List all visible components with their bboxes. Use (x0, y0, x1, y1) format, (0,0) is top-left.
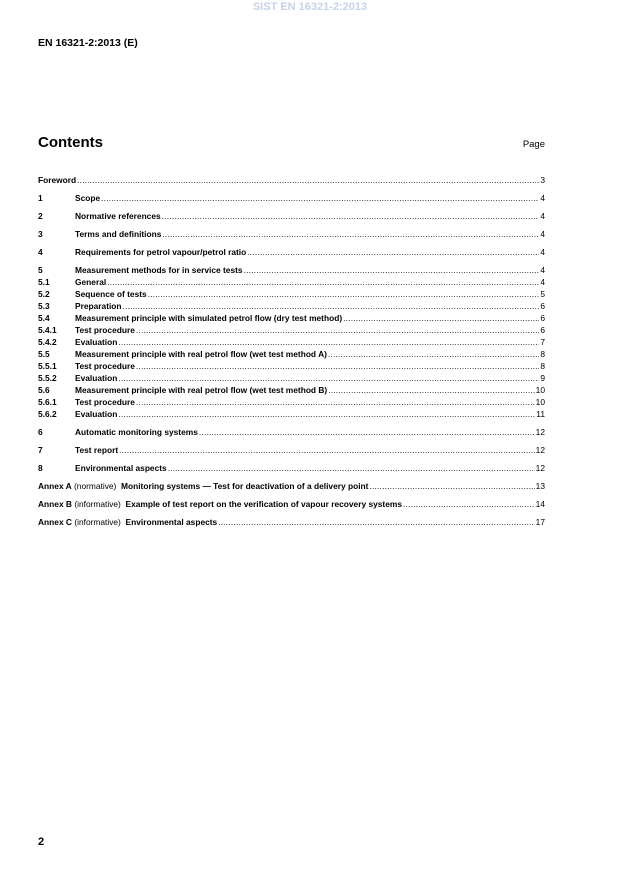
toc-entry-title: Test procedure (75, 325, 135, 335)
toc-entry-title: Automatic monitoring systems (75, 427, 198, 437)
dot-leader (162, 210, 540, 222)
toc-entry-title: Measurement principle with simulated petrol flow (dry test method) (75, 313, 343, 323)
dot-leader (343, 312, 539, 324)
annex-title: Environmental aspects (125, 517, 218, 527)
dot-leader (328, 384, 534, 396)
toc-entry-title: Test procedure (75, 361, 135, 371)
toc-entry-number: 5.2 (38, 289, 50, 299)
toc-entry[interactable] (38, 246, 545, 258)
toc-entry-title: Normative references (75, 211, 161, 221)
toc-entry-title: Measurement principle with real petrol flow (wet test method A) (75, 349, 327, 359)
toc-entry[interactable] (38, 228, 545, 240)
dot-leader (118, 372, 539, 384)
toc-entry-page: 12 (535, 445, 545, 455)
toc-entry[interactable] (38, 324, 545, 336)
toc-entry[interactable] (38, 462, 545, 474)
toc-entry-title: General (75, 277, 107, 287)
dot-leader (244, 264, 540, 276)
annex-title: Monitoring systems — Test for deactivation of a delivery point (121, 481, 369, 491)
toc-entry-page: 6 (540, 301, 545, 311)
toc-entry-page: 4 (540, 247, 545, 257)
toc-entry-title: Environmental aspects (75, 463, 167, 473)
annex-label: Annex C (38, 517, 72, 527)
dot-leader (136, 324, 539, 336)
toc-entry[interactable] (38, 264, 545, 276)
dot-leader (218, 516, 534, 528)
toc-entry[interactable] (38, 372, 545, 384)
dot-leader (403, 498, 535, 510)
toc-entry[interactable] (38, 426, 545, 438)
page-number: 2 (38, 836, 45, 848)
toc-entry-number: 5.4.1 (38, 325, 57, 335)
toc-entry-title: Requirements for petrol vapour/petrol ratio (75, 247, 247, 257)
toc-entry-page: 4 (540, 277, 545, 287)
toc-entry-page: 10 (535, 385, 545, 395)
toc-entry-number: 5.5.1 (38, 361, 57, 371)
dot-leader (118, 336, 539, 348)
annex-entry[interactable] (38, 516, 545, 528)
toc-entry[interactable] (38, 336, 545, 348)
toc-entry-page: 11 (536, 409, 545, 419)
dot-leader (119, 444, 535, 456)
dot-leader (199, 426, 535, 438)
toc-entry-page: 4 (540, 229, 545, 239)
dot-leader (162, 228, 539, 240)
toc-entry-number: 5.3 (38, 301, 50, 311)
toc-entry[interactable] (38, 312, 545, 324)
toc-entry-title: Scope (75, 193, 101, 203)
toc-entry-number: 5.6 (38, 385, 50, 395)
toc-entry-title: Test procedure (75, 397, 135, 407)
toc-entry-number: 4 (38, 247, 43, 257)
page-column-label: Page (522, 139, 545, 150)
toc-entry-number: 5.6.1 (38, 397, 57, 407)
toc-entry-page: 4 (540, 193, 545, 203)
toc-entry-number: 2 (38, 211, 43, 221)
toc-entry-page: 6 (540, 325, 545, 335)
annex-page: 13 (535, 481, 545, 491)
toc-entry-title: Test report (75, 445, 119, 455)
toc-entry-page: 6 (540, 313, 545, 323)
toc-entry-number: 8 (38, 463, 43, 473)
toc-entry-page: 12 (535, 463, 545, 473)
toc-entry[interactable] (38, 348, 545, 360)
toc-entry-number: 5.5 (38, 349, 50, 359)
toc-entry[interactable] (38, 192, 545, 204)
annex-entry[interactable] (38, 498, 545, 510)
toc-entry[interactable] (38, 384, 545, 396)
toc-entry-title: Evaluation (75, 373, 118, 383)
toc-entry-page: 10 (535, 397, 545, 407)
toc-entry-number: 5.1 (38, 277, 50, 287)
toc-entry[interactable] (38, 210, 545, 222)
dot-leader (247, 246, 539, 258)
contents-title: Contents (38, 134, 103, 151)
toc-entry-number: 5.4 (38, 313, 50, 323)
toc-entry-page: 4 (540, 211, 545, 221)
toc-entry-number: 3 (38, 229, 43, 239)
annex-kind: (normative) (74, 481, 117, 491)
dot-leader (136, 360, 539, 372)
toc-entry-title: Terms and definitions (75, 229, 162, 239)
annex-entry[interactable] (38, 480, 545, 492)
toc-entry-number: 6 (38, 427, 43, 437)
toc-entry-number: 1 (38, 193, 43, 203)
annex-title: Example of test report on the verification of vapour recovery systems (125, 499, 402, 509)
toc-entry-title: Preparation (75, 301, 122, 311)
toc-entry-title: Measurement methods for in service tests (75, 265, 243, 275)
toc-entry[interactable] (38, 408, 545, 420)
annex-label: Annex A (38, 481, 72, 491)
toc-entry-number: 5.4.2 (38, 337, 57, 347)
annex-page: 17 (535, 517, 545, 527)
toc-entry-number: 7 (38, 445, 43, 455)
annex-label: Annex B (38, 499, 72, 509)
dot-leader (118, 408, 535, 420)
toc-entry[interactable] (38, 396, 545, 408)
toc-entry[interactable] (38, 444, 545, 456)
toc-entry-page: 12 (535, 427, 545, 437)
toc-entry-page: 8 (540, 361, 545, 371)
table-of-contents (38, 174, 545, 528)
toc-entry-number: 5.6.2 (38, 409, 57, 419)
toc-entry-page: 7 (540, 337, 545, 347)
toc-entry-title: Evaluation (75, 409, 118, 419)
dot-leader (101, 192, 539, 204)
toc-entry-number: 5.5.2 (38, 373, 57, 383)
dot-leader (123, 300, 540, 312)
toc-entry[interactable] (38, 300, 545, 312)
dot-leader (148, 288, 540, 300)
toc-entry-title: Measurement principle with real petrol flow (wet test method B) (75, 385, 328, 395)
toc-entry[interactable] (38, 174, 545, 186)
annex-kind: (informative) (74, 517, 121, 527)
toc-entry-page: 4 (540, 265, 545, 275)
dot-leader (107, 276, 539, 288)
annex-page: 14 (535, 499, 545, 509)
toc-entry-page: 9 (540, 373, 545, 383)
toc-entry-page: 8 (540, 349, 545, 359)
toc-entry-title: Evaluation (75, 337, 118, 347)
toc-entry[interactable] (38, 360, 545, 372)
annex-kind: (informative) (74, 499, 121, 509)
toc-entry-title: Foreword (38, 175, 77, 185)
watermark: SIST EN 16321-2:2013 (252, 1, 368, 13)
toc-entry-title: Sequence of tests (75, 289, 147, 299)
standard-header: EN 16321-2:2013 (E) (38, 37, 138, 49)
toc-entry[interactable] (38, 288, 545, 300)
toc-entry-page: 3 (540, 175, 545, 185)
dot-leader (77, 174, 539, 186)
toc-entry-page: 5 (540, 289, 545, 299)
dot-leader (369, 480, 534, 492)
dot-leader (168, 462, 535, 474)
toc-entry[interactable] (38, 276, 545, 288)
toc-entry-number: 5 (38, 265, 43, 275)
dot-leader (136, 396, 535, 408)
dot-leader (328, 348, 539, 360)
